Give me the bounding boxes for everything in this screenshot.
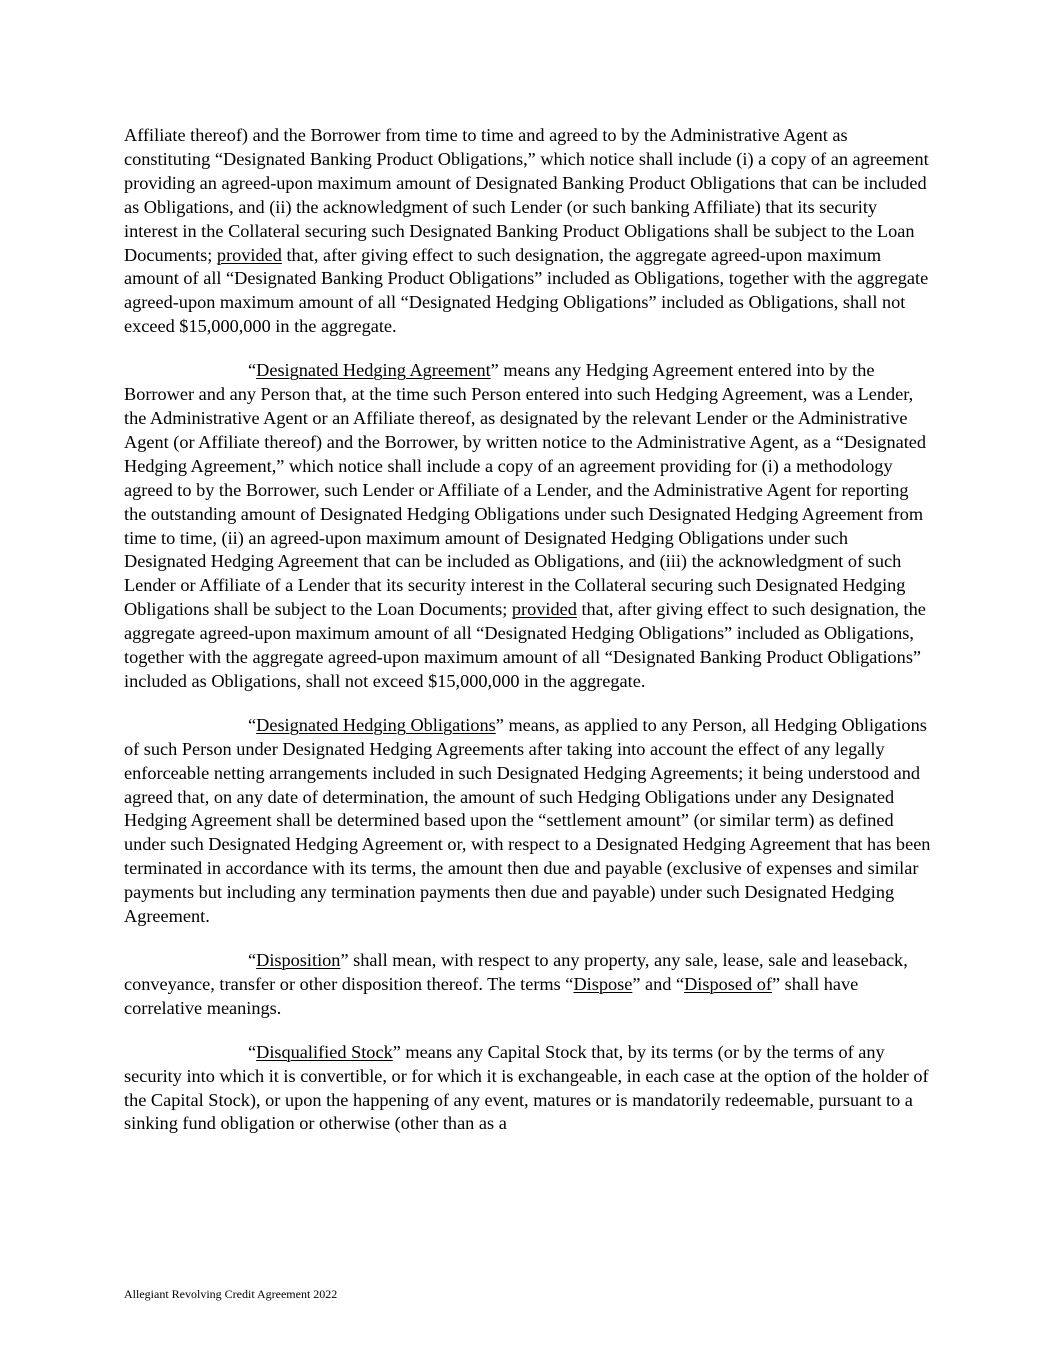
paragraph-banking-product-continuation <box>124 124 934 339</box>
text-segment: “ <box>248 714 257 735</box>
defined-term-designated-hedging-agreement: Designated Hedging Agreement <box>256 360 491 381</box>
defined-term-disposition: Disposition <box>256 950 341 970</box>
defined-term-provided: provided <box>216 244 282 265</box>
defined-term-dispose: Dispose <box>573 973 633 994</box>
text-segment: ” means any Capital Stock that, by its terms (or by the terms of any security into which it is convertible, or for which it is exchangeable, in each case at the option of the holder of the Capital Stock), or upon the happening of any event, matures or is mandatorily redeemable, pursuant to a sinking fund obligation or otherwise (other than as a <box>124 1041 929 1134</box>
text-segment: ” means any Hedging Agreement entered into by the Borrower and any Person that, at the time such Person entered into such Hedging Agreement, was a Lender, the Administrative Agent or an Affiliate thereof, as designated by the relevant Lender or the Administrative Agent (or Affiliate thereof) and the Borrower, by written notice to the Administrative Agent, as a “Designated Hedging Agreement,” which notice shall include a copy of an agreement providing for (i) a methodology agreed to by the Borrower, such Lender or Affiliate of a Lender, and the Administrative Agent for reporting the outstanding amount of Designated Hedging Obligations under such Designated Hedging Agreement from time to time, (ii) an agreed-upon maximum amount of Designated Hedging Obligations under such Designated Hedging Agreement that can be included as Obligations, and (iii) the acknowledgment of such Lender or Affiliate of a Lender that its security interest in the Collateral securing such Designated Hedging Obligations shall be subject to the Loan Documents; <box>124 360 927 620</box>
defined-term-provided: provided <box>511 599 577 620</box>
text-segment: that, after giving effect to such designation, the aggregate agreed-upon maximum amount of all “Designated Hedging Obligations” included as Obligations, together with the aggregate agreed-upon maximum amount of all “Designated Banking Product Obligations” included as Obligations, shall not exceed $15,000,000 in the aggregate. <box>124 599 926 691</box>
paragraph-designated-hedging-obligations <box>124 714 934 929</box>
paragraph-disposition <box>124 949 934 1021</box>
text-segment: ” means, as applied to any Person, all Hedging Obligations of such Person under Designated Hedging Agreements after taking into account the effect of any legally enforceable netting arrangements included in such Designated Hedging Agreements; it being understood and agreed that, on any date of determination, the amount of such Hedging Obligations under any Designated Hedging Agreement shall be determined based upon the “settlement amount” (or similar term) as defined under such Designated Hedging Agreement or, with respect to a Designated Hedging Agreement that has been terminated in accordance with its terms, the amount then due and payable (exclusive of expenses and similar payments but including any termination payments then due and payable) under such Designated Hedging Agreement. <box>124 714 931 927</box>
page-footer: Allegiant Revolving Credit Agreement 2022 <box>124 1287 338 1301</box>
text-segment: “ <box>248 950 257 970</box>
defined-term-disposed-of: Disposed of <box>684 973 772 994</box>
defined-term-designated-hedging-obligations: Designated Hedging Obligations <box>256 714 496 735</box>
document-page <box>124 124 934 1156</box>
text-segment: Affiliate thereof) and the Borrower from time to time and agreed to by the Administrative Agent as constituting “Designated Banking Product Obligations,” which notice shall include (i) a copy of an agreement providing an agreed-upon maximum amount of Designated Banking Product Obligations that can be included as Obligations, and (ii) the acknowledgment of such Lender (or such banking Affiliate) that its security interest in the Collateral securing such Designated Banking Product Obligations shall be subject to the Loan Documents; <box>124 125 929 265</box>
text-segment: that, after giving effect to such designation, the aggregate agreed-upon maximum amount of all “Designated Banking Product Obligations” included as Obligations, together with the aggregate agreed-upon maximum amount of all “Designated Hedging Obligations” included as Obligations, shall not exceed $15,000,000 in the aggregate. <box>124 244 929 337</box>
text-segment: “ <box>248 1041 257 1062</box>
text-segment: ” and “ <box>632 973 685 994</box>
paragraph-designated-hedging-agreement <box>124 359 934 694</box>
text-segment: “ <box>248 360 257 381</box>
text-segment: ” shall mean, with respect to any property, any sale, lease, sale and leaseback, conveyance, transfer or other disposition thereof. The terms “ <box>124 950 908 994</box>
text-segment: ” shall have correlative meanings. <box>124 973 859 1018</box>
defined-term-disqualified-stock: Disqualified Stock <box>256 1041 393 1062</box>
paragraph-disqualified-stock <box>124 1041 934 1137</box>
